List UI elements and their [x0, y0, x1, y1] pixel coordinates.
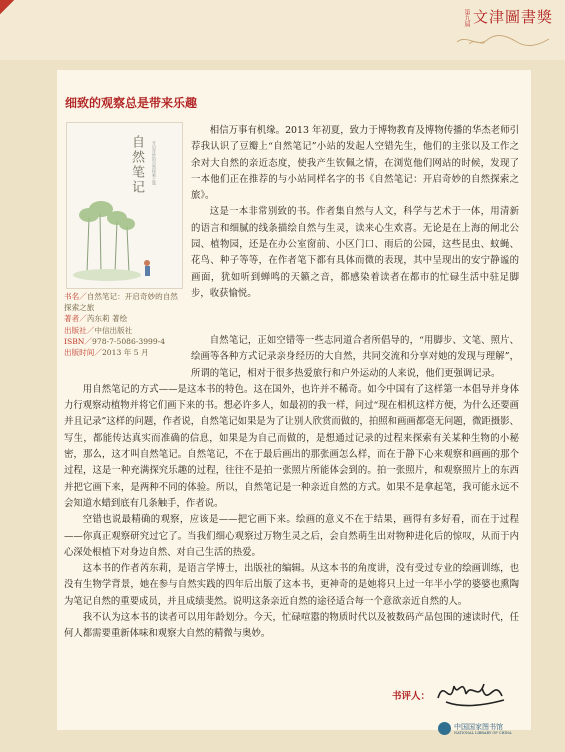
book-author: 芮东莉 著绘 [86, 314, 128, 324]
library-name: 中国国家图书馆 [454, 722, 503, 731]
article-paragraph: 我不认为这本书的读者可以用年龄划分。今天，忙碌喧嚣的物质时代以及被数码产品包围的速读时代，任何人都需要重新体味和观察大自然的精微与奥妙。 [64, 612, 519, 640]
reviewer-signature [432, 668, 512, 718]
book-isbn: 978-7-5086-3999-4 [92, 336, 166, 346]
award-logo [462, 6, 553, 27]
meta-label: 出版时间／ [64, 348, 102, 358]
cloud-swirl-icon [455, 34, 551, 48]
corner-ornament [0, 0, 14, 14]
article-paragraph: 用自然笔记的方式——是这本书的特色。这在国外，也许并不稀奇。如今中国有了这样第一本倡导并身体力行观察动植物并将它们画下来的书。想必许多人，如最初的我一样，问过“现在相机这样方便，为什么还要画并且记录”这样的问题，作者说，自然笔记如果是为了让别人欣赏而做的，拍照和画画都毫无问题，微距摄影、写生，都能传达真实而准确的信息，如果是为自己而做的，是想通过记录的过程来探索有关某种生物的小秘密，那么，这才叫自然笔记。自然笔记，不在于最后画出的那张画怎么样，而在于静下心来观察和画画的那个过程，这是一种充满探究乐趣的过程，往往不是拍一张照片所能体会到的。拍一张照片，和观察照片上的东西并把它画下来，是两种不同的体验。所以，自然笔记是一种亲近自然的方式。如果不是拿起笔，我可能永远不会知道水蜡到底有几条触手，作者说。 [64, 383, 519, 509]
library-logo [438, 722, 512, 735]
meta-label: ISBN／ [64, 336, 93, 346]
article-column-right [191, 123, 519, 302]
reviewer-label: 书评人： [392, 691, 431, 702]
meta-label: 著者／ [64, 314, 87, 324]
article-paragraph: 这是一本非常别致的书。作者集自然与人文，科学与艺术于一体，用清新的语言和细腻的线条描绘自然与生灵，读来心生欢喜。无论是在上海的闸北公园、植物园，还是在办公室窗前、小区门口、雨后的公园，这些昆虫、蚊蝇、花鸟、种子等等，在作者笔下都有具体而微的表现，其中呈现出的安宁静谧的画面，犹如听到蝉鸣的天籁之音，都感染着读者在都市的忙碌生活中驻足脚步，收获愉悦。 [191, 206, 519, 299]
award-edition: 第九屆 [462, 9, 470, 27]
article-heading: 细致的观察总是带来乐趣 [65, 96, 198, 110]
article-body-full [64, 333, 519, 643]
article-paragraph: 这本书的作者芮东莉，是语言学博士，出版社的编辑。从这本书的角度讲，没有受过专业的绘画训练，也没有生物学背景，她在参与自然实践的四年后出版了这本书，更神奇的是她将只上过一年半小学的婆婆也熏陶为笔记自然的重要成员，并且成绩斐然。说明这条亲近自然的途径适合每一个意欲亲近自然的人。 [64, 563, 519, 607]
book-date: 2013 年 5 月 [101, 348, 149, 358]
library-emblem-icon [438, 722, 451, 735]
book-name: 自然笔记：开启奇妙的自然探索之旅 [64, 292, 178, 313]
book-publisher: 中信出版社 [94, 325, 133, 335]
book-cover-illustration [67, 123, 182, 288]
book-cover-image [66, 122, 183, 289]
meta-label: 出版社／ [64, 325, 95, 335]
meta-label: 书名／ [64, 292, 87, 301]
article-paragraph: 空错也说最精确的观察，应该是——把它画下来。绘画的意义不在于结果，画得有多好看，而在于过程——你真正观察研究过它了。当我们细心观察过万物生灵之后，会自然萌生出对物种进化后的惊叹，从而于内心深处根植下对身边自然、对自己生活的热爱。 [64, 514, 519, 558]
article-paragraph: 相信万事有机缘。2013 年初夏，致力于博物教育及博物传播的华杰老师引荐我认识了豆瓣上“自然笔记”小站的发起人空错先生，他们的主张以及工作之余对大自然的亲近态度，使我产生钦佩之情，在浏览他们网站的时候，发现了一本他们正在推荐的与小站同样名字的书《自然笔记：开启奇妙的自然探索之旅》。 [191, 125, 519, 202]
library-name-en: NATIONAL LIBRARY OF CHINA [454, 730, 512, 735]
book-cover-title: 自然笔记 [129, 135, 144, 195]
award-title: 文津圖書獎 [472, 8, 553, 26]
article-paragraph: 自然笔记，正如空错等一些志同道合者所倡导的，“用脚步、文笔、照片、绘画等各种方式记录亲身经历的大自然，共同交流和分享对她的发现与理解”，所谓的笔记，相对于很多热爱旅行和户外运动的人来说，他们更强调记录。 [191, 335, 519, 379]
book-cover-subtitle: 开启奇妙的自然探索之旅 [152, 141, 157, 185]
